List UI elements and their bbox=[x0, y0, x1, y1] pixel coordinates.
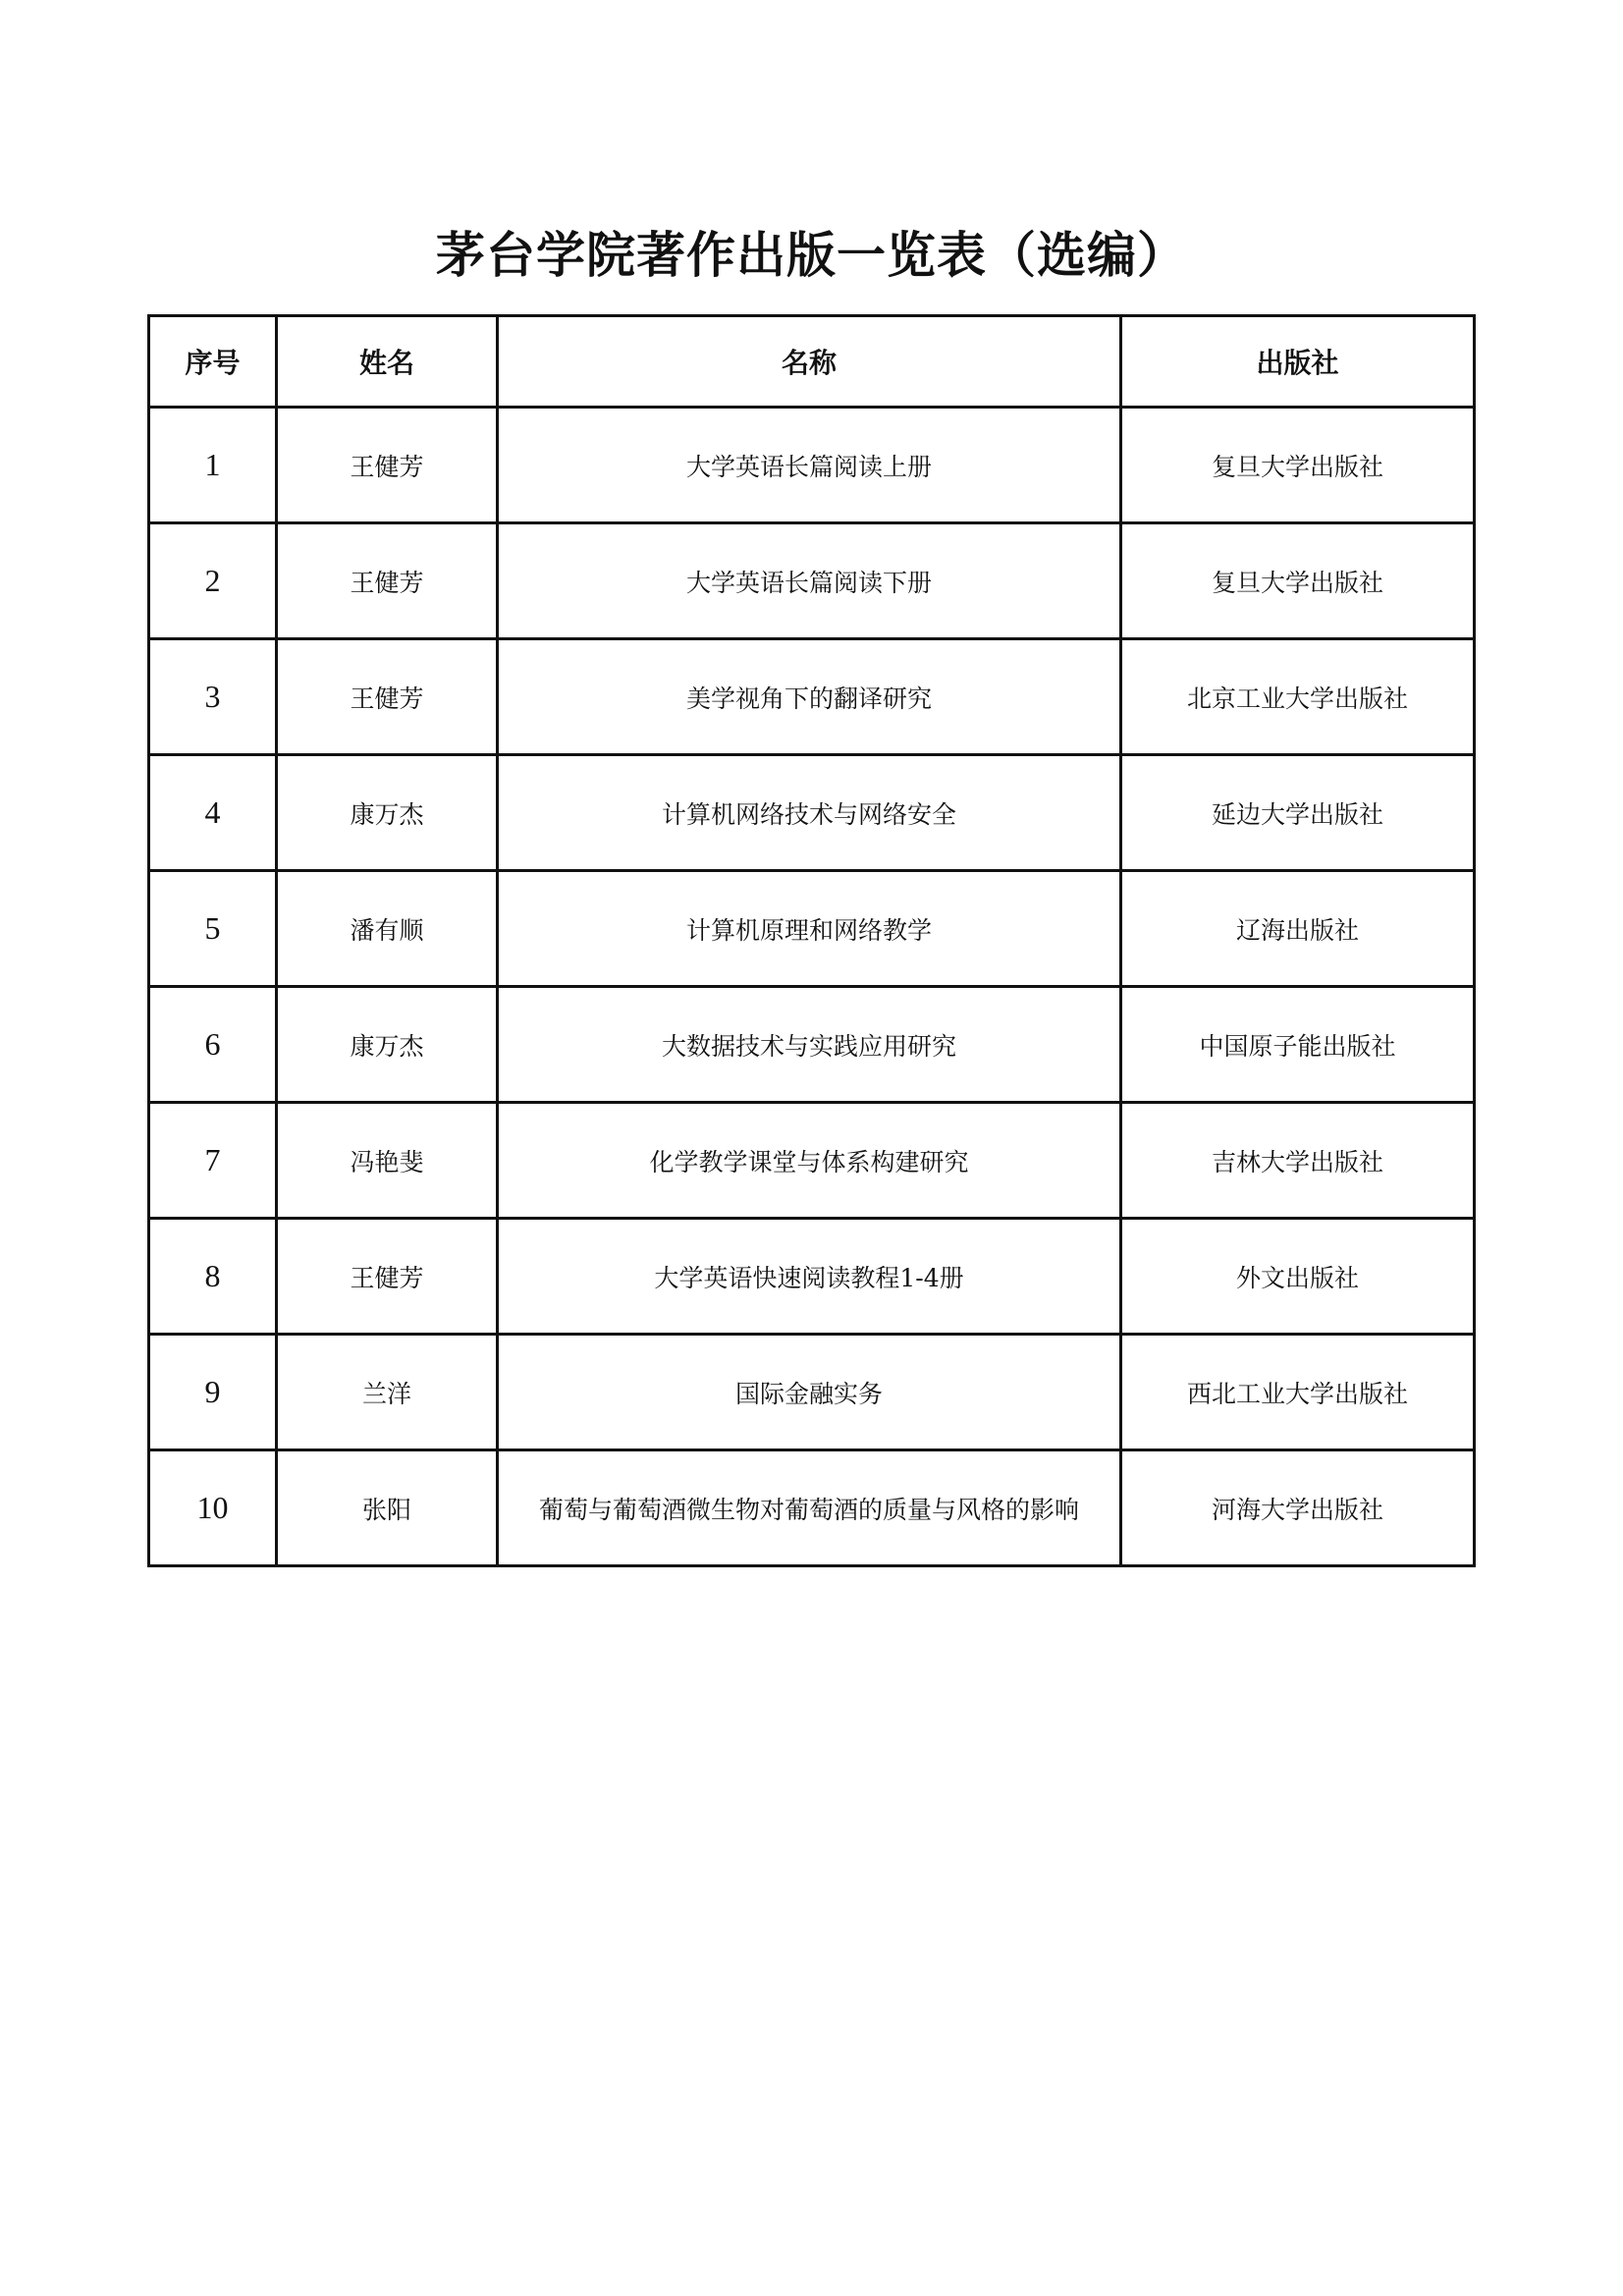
header-publisher: 出版社 bbox=[1121, 316, 1475, 408]
row-title: 国际金融实务 bbox=[498, 1335, 1121, 1450]
row-publisher: 辽海出版社 bbox=[1121, 871, 1475, 987]
row-index: 2 bbox=[149, 523, 277, 639]
row-title: 美学视角下的翻译研究 bbox=[498, 639, 1121, 755]
row-title: 葡萄与葡萄酒微生物对葡萄酒的质量与风格的影响 bbox=[498, 1450, 1121, 1566]
table-row bbox=[149, 755, 1475, 871]
row-publisher: 延边大学出版社 bbox=[1121, 755, 1475, 871]
row-index: 10 bbox=[149, 1450, 277, 1566]
table-row bbox=[149, 523, 1475, 639]
table-body bbox=[149, 408, 1475, 1566]
row-index: 7 bbox=[149, 1103, 277, 1219]
row-author: 康万杰 bbox=[277, 987, 498, 1103]
row-title: 大学英语长篇阅读上册 bbox=[498, 408, 1121, 523]
row-publisher: 河海大学出版社 bbox=[1121, 1450, 1475, 1566]
row-author: 兰洋 bbox=[277, 1335, 498, 1450]
row-title: 大学英语快速阅读教程1-4册 bbox=[498, 1219, 1121, 1335]
row-index: 5 bbox=[149, 871, 277, 987]
publications-table bbox=[147, 314, 1476, 1567]
row-publisher: 北京工业大学出版社 bbox=[1121, 639, 1475, 755]
row-author: 王健芳 bbox=[277, 408, 498, 523]
table-row bbox=[149, 987, 1475, 1103]
row-title: 大学英语长篇阅读下册 bbox=[498, 523, 1121, 639]
row-publisher: 西北工业大学出版社 bbox=[1121, 1335, 1475, 1450]
row-title: 计算机原理和网络教学 bbox=[498, 871, 1121, 987]
table-header bbox=[149, 316, 1475, 408]
table-row bbox=[149, 1450, 1475, 1566]
table-row bbox=[149, 408, 1475, 523]
row-index: 9 bbox=[149, 1335, 277, 1450]
row-publisher: 中国原子能出版社 bbox=[1121, 987, 1475, 1103]
row-author: 王健芳 bbox=[277, 639, 498, 755]
table-row bbox=[149, 1335, 1475, 1450]
page-title: 茅台学院著作出版一览表（选编） bbox=[436, 226, 1187, 284]
row-index: 6 bbox=[149, 987, 277, 1103]
row-author: 潘有顺 bbox=[277, 871, 498, 987]
row-author: 王健芳 bbox=[277, 523, 498, 639]
row-publisher: 外文出版社 bbox=[1121, 1219, 1475, 1335]
header-index: 序号 bbox=[149, 316, 277, 408]
row-index: 1 bbox=[149, 408, 277, 523]
table-row bbox=[149, 1103, 1475, 1219]
header-row bbox=[149, 316, 1475, 408]
row-index: 4 bbox=[149, 755, 277, 871]
row-index: 8 bbox=[149, 1219, 277, 1335]
row-publisher: 复旦大学出版社 bbox=[1121, 523, 1475, 639]
row-author: 康万杰 bbox=[277, 755, 498, 871]
header-author: 姓名 bbox=[277, 316, 498, 408]
row-title: 化学教学课堂与体系构建研究 bbox=[498, 1103, 1121, 1219]
table-row bbox=[149, 639, 1475, 755]
row-author: 冯艳斐 bbox=[277, 1103, 498, 1219]
row-index: 3 bbox=[149, 639, 277, 755]
table-row bbox=[149, 871, 1475, 987]
row-author: 张阳 bbox=[277, 1450, 498, 1566]
row-publisher: 复旦大学出版社 bbox=[1121, 408, 1475, 523]
table-row bbox=[149, 1219, 1475, 1335]
row-title: 计算机网络技术与网络安全 bbox=[498, 755, 1121, 871]
row-author: 王健芳 bbox=[277, 1219, 498, 1335]
header-title: 名称 bbox=[498, 316, 1121, 408]
row-title: 大数据技术与实践应用研究 bbox=[498, 987, 1121, 1103]
row-publisher: 吉林大学出版社 bbox=[1121, 1103, 1475, 1219]
